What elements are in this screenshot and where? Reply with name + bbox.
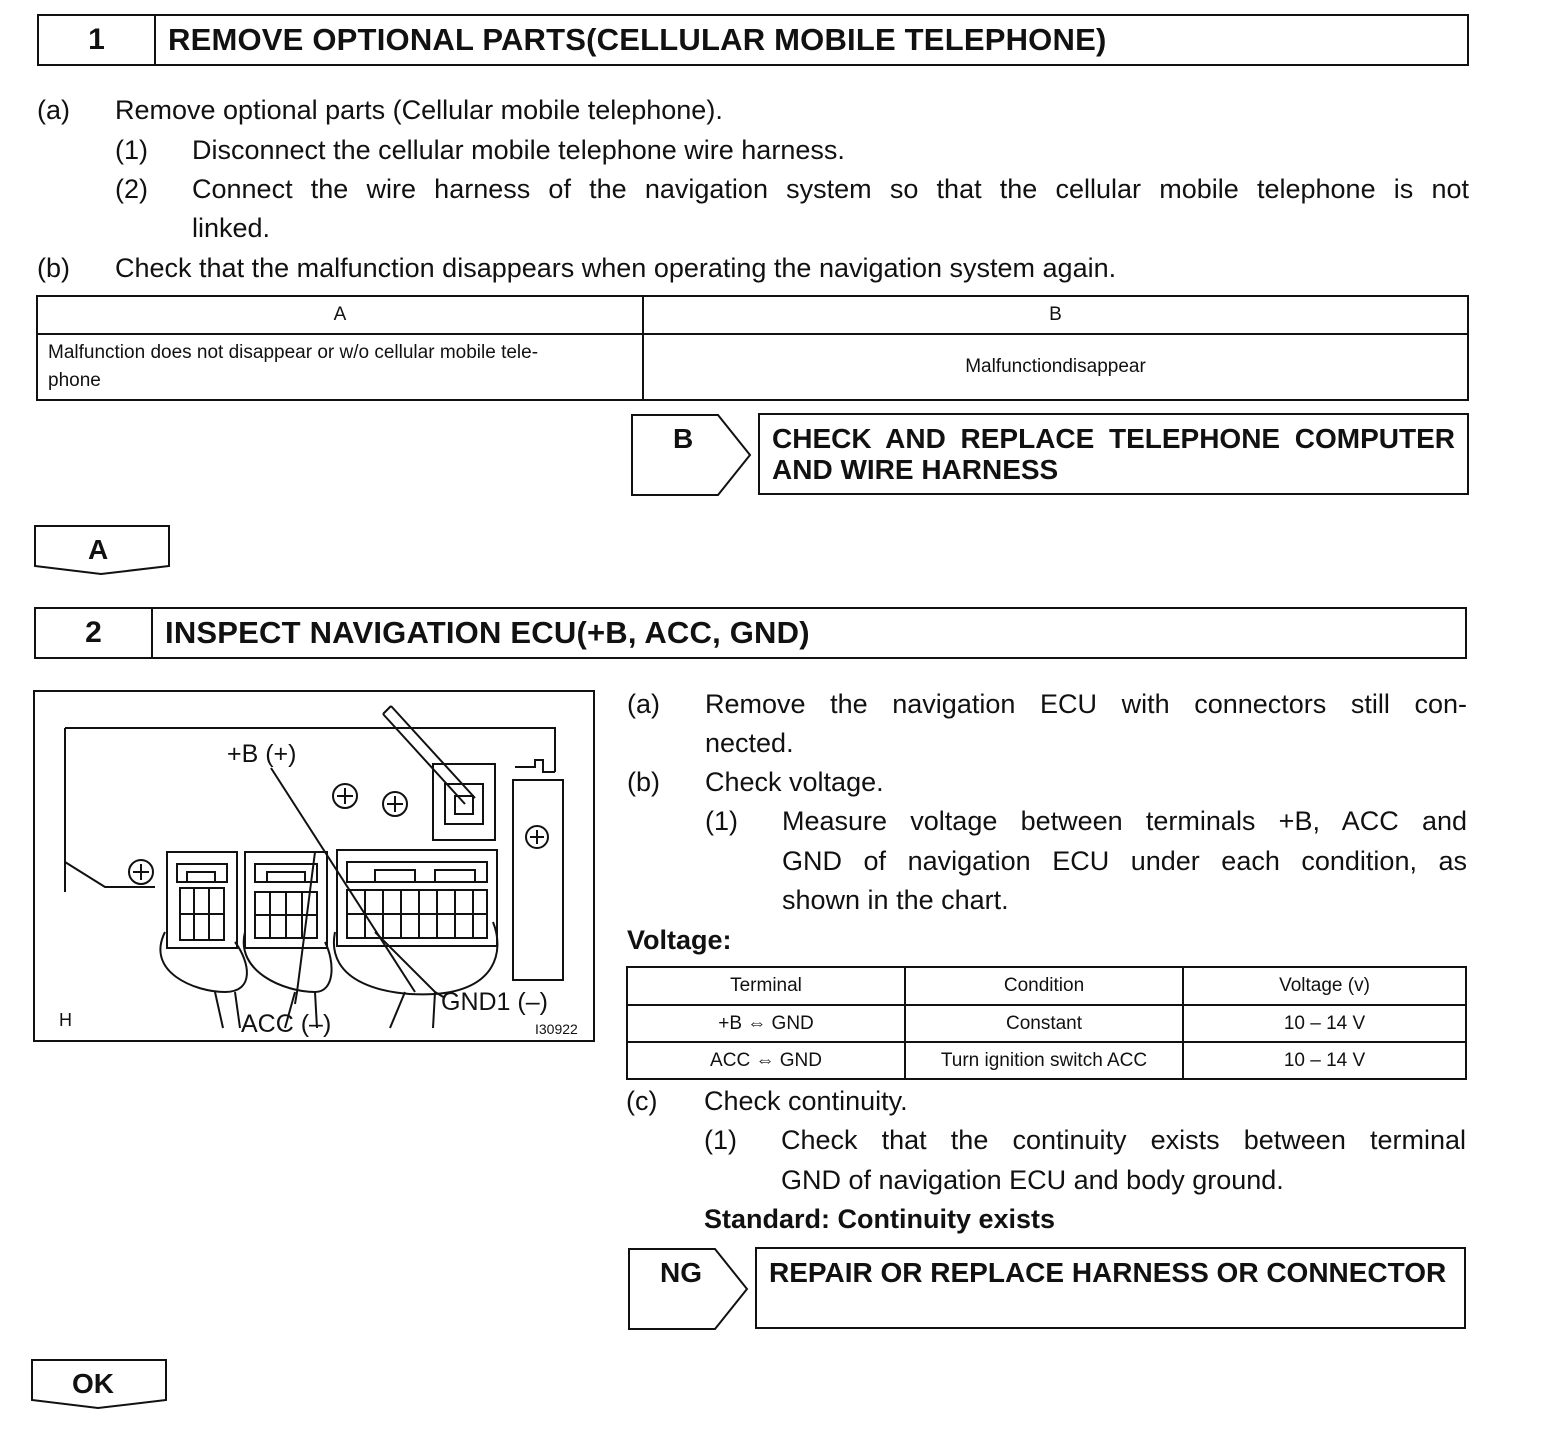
step1-number: 1: [39, 16, 156, 64]
step2-b1-label: (1): [705, 806, 738, 836]
step1-b-text: Check that the malfunction disappears when operating the navigation system again.: [115, 253, 1117, 283]
step1-table-cell-a-line1: Malfunction does not disappear or w/o cellular mobile tele-: [48, 342, 539, 363]
step1-a1: [115, 131, 845, 170]
step2-b1-line2: GND of navigation ECU under each condition, as: [782, 846, 1467, 876]
step2-b1: [705, 802, 1467, 841]
figure-label-gnd: GND1 (–): [441, 988, 548, 1016]
voltage-label: Voltage:: [627, 925, 732, 955]
figure-label-acc: ACC (–): [241, 1010, 332, 1038]
step1-result-box: CHECK AND REPLACE TELEPHONE COMPUTER AND WIRE HARNESS: [758, 413, 1469, 495]
step2-a: [627, 685, 1467, 724]
voltage-table-row: [627, 1005, 1466, 1042]
step2-b1-line1: Measure voltage between terminals +B, ACC and: [782, 806, 1467, 836]
figure-label-b: +B (+): [227, 740, 297, 768]
voltage-table-cell: +B ⇔ GND: [627, 1005, 905, 1042]
step2-a-line2: nected.: [705, 728, 794, 758]
voltage-table-cell: Turn ignition switch ACC: [905, 1042, 1183, 1079]
voltage-table-header-terminal: Terminal: [627, 967, 905, 1005]
step2-c1-line1: Check that the continuity exists between terminal: [781, 1125, 1466, 1155]
step1-table-cell-a: [37, 334, 643, 400]
voltage-table-cell: 10 – 14 V: [1183, 1042, 1466, 1079]
step2-b-text: Check voltage.: [705, 767, 884, 797]
step2-number: 2: [36, 609, 153, 657]
ecu-figure: [33, 690, 595, 1042]
step1-b-label: (b): [37, 253, 70, 283]
step2-b-label: (b): [627, 767, 660, 797]
step2-b: [627, 763, 884, 802]
voltage-table-cell: ACC ⇔ GND: [627, 1042, 905, 1079]
step2-header: [34, 607, 1467, 659]
step1-a2-line2: linked.: [192, 213, 271, 243]
step2-title: INSPECT NAVIGATION ECU(+B, ACC, GND): [165, 615, 810, 650]
step1-a: [37, 91, 723, 130]
step2-a-label: (a): [627, 689, 660, 719]
step2-c1-line2: GND of navigation ECU and body ground.: [781, 1165, 1284, 1195]
step1-a2: [115, 170, 1469, 209]
step1-a-text: Remove optional parts (Cellular mobile telephone).: [115, 95, 723, 125]
step2-c1-label: (1): [704, 1125, 737, 1155]
voltage-table: [626, 966, 1467, 1080]
step1-b-tag-label: B: [673, 423, 694, 454]
figure-code: I30922: [535, 1021, 578, 1037]
step1-next-label: A: [88, 534, 109, 565]
step1-table-cell-a-line2: phone: [48, 370, 101, 391]
ecu-illustration: [35, 692, 593, 1040]
voltage-table-header-voltage: Voltage (v): [1183, 967, 1466, 1005]
step2-c-text: Check continuity.: [704, 1086, 908, 1116]
voltage-table-cell: Constant: [905, 1005, 1183, 1042]
step2-a-line1: Remove the navigation ECU with connectors still con-: [705, 689, 1467, 719]
voltage-table-cell: 10 – 14 V: [1183, 1005, 1466, 1042]
step1-table-col-b: B: [643, 296, 1468, 334]
step1-a1-label: (1): [115, 135, 148, 165]
step2-c-label: (c): [626, 1086, 658, 1116]
step1-table-col-a: A: [37, 296, 643, 334]
voltage-table-row: [627, 1042, 1466, 1079]
step1-title: REMOVE OPTIONAL PARTS(CELLULAR MOBILE TELEPHONE): [168, 22, 1107, 57]
step2-c: [626, 1082, 908, 1121]
step1-table-cell-b: Malfunctiondisappear: [643, 334, 1468, 400]
step1-a2-text-line1: Connect the wire harness of the navigation system so that the cellular mobile telephone is not: [192, 174, 1469, 204]
step2-b1-line3: shown in the chart.: [782, 885, 1009, 915]
step1-a2-label: (2): [115, 174, 148, 204]
step1-result-table: [36, 295, 1469, 401]
step1-b: [37, 249, 1116, 288]
step2-next-label: OK: [72, 1368, 114, 1399]
step1-a-label: (a): [37, 95, 70, 125]
step1-header: [37, 14, 1469, 66]
voltage-table-header-condition: Condition: [905, 967, 1183, 1005]
step2-result-box: REPAIR OR REPLACE HARNESS OR CONNECTOR: [755, 1247, 1466, 1329]
step2-c1: [704, 1121, 1466, 1160]
step2-ng-tag-label: NG: [660, 1257, 702, 1288]
figure-corner-label: H: [59, 1010, 72, 1030]
standard-text: Standard: Continuity exists: [704, 1204, 1056, 1234]
step1-a1-text: Disconnect the cellular mobile telephone wire harness.: [192, 135, 845, 165]
